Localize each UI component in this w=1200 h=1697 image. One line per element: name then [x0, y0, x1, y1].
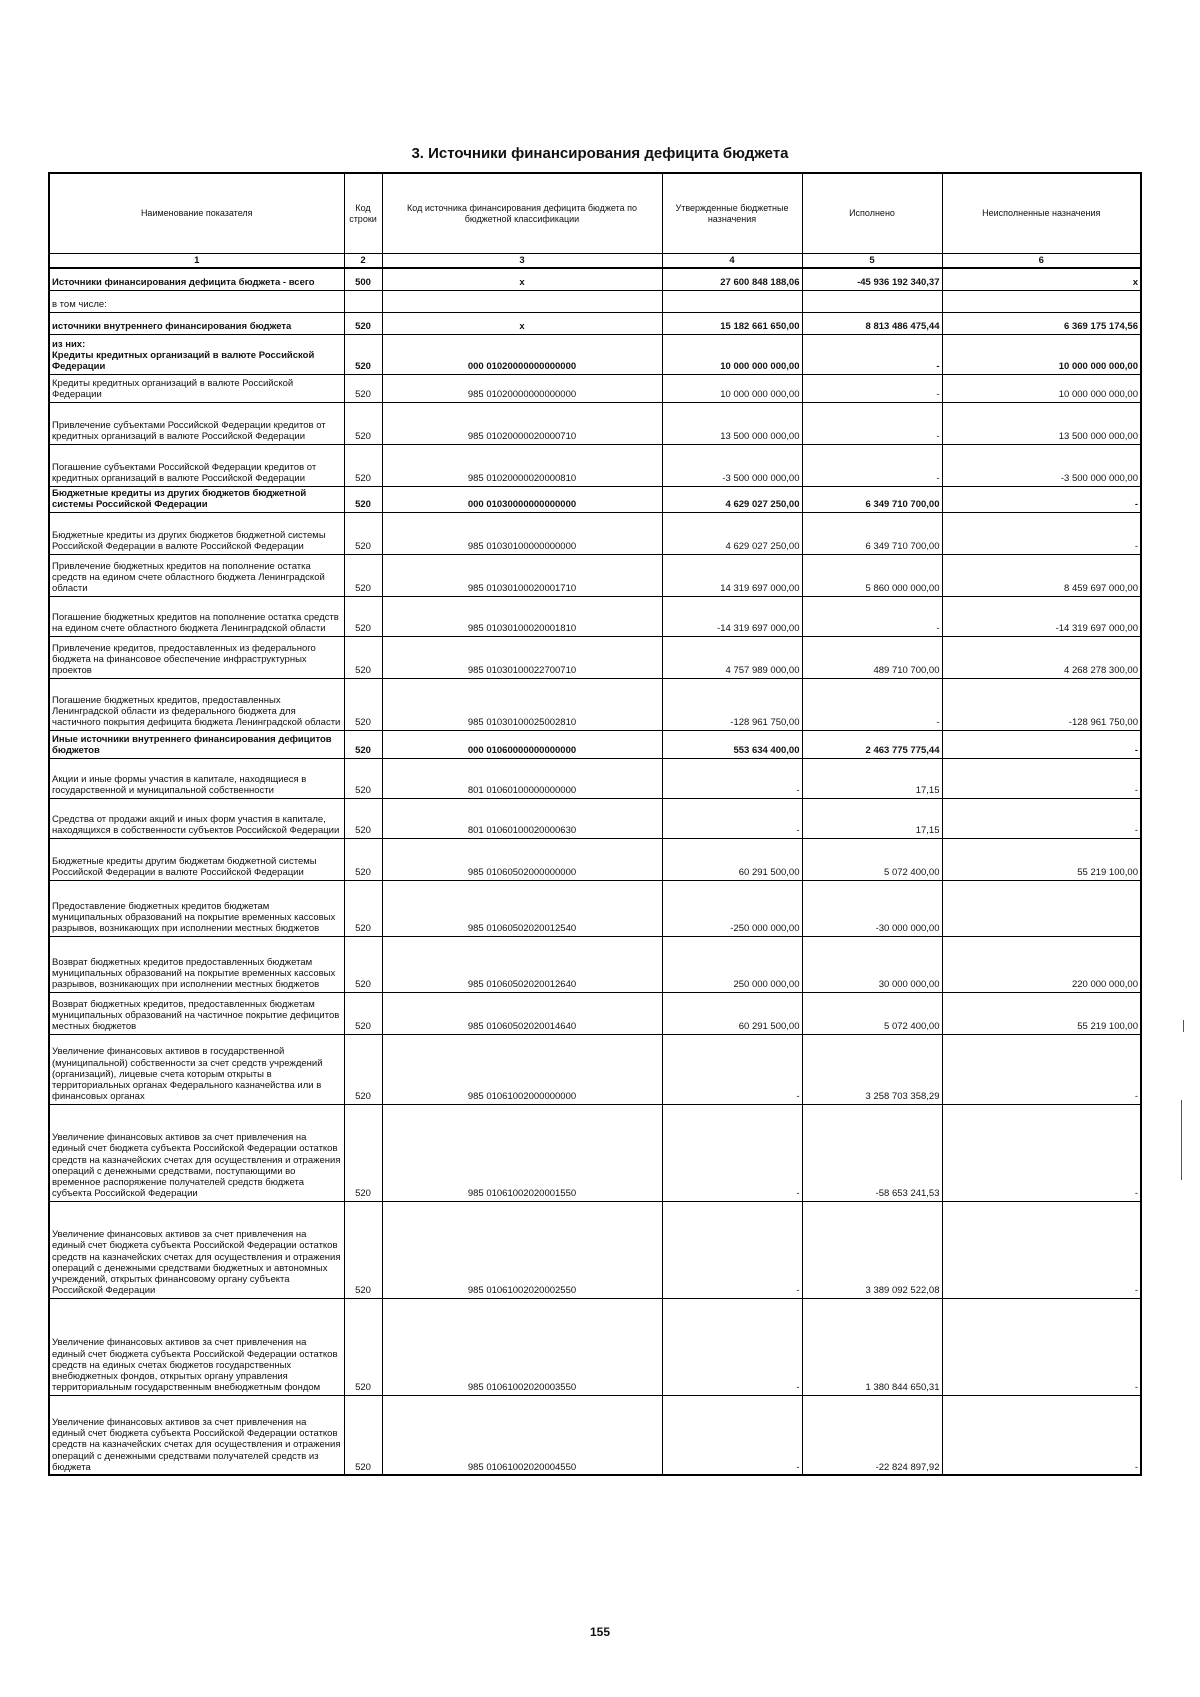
row-name: Бюджетные кредиты из других бюджетов бюджетной системы Российской Федерации в валюте Российской Федерации — [49, 512, 344, 554]
row-name: Иные источники внутреннего финансирования дефицитов бюджетов — [49, 730, 344, 758]
row-approved: 10 000 000 000,00 — [662, 374, 802, 402]
table-row — [49, 1395, 1141, 1475]
table-body — [49, 268, 1141, 1475]
row-unexecuted: -14 319 697 000,00 — [942, 596, 1141, 636]
row-approved: 4 757 989 000,00 — [662, 636, 802, 678]
row-line-code: 520 — [344, 798, 382, 838]
table-row — [49, 1201, 1141, 1298]
row-approved: 10 000 000 000,00 — [662, 334, 802, 374]
row-line-code: 520 — [344, 936, 382, 992]
row-line-code: 500 — [344, 268, 382, 290]
row-unexecuted: - — [942, 758, 1141, 798]
row-source-code: 985 01030100025002810 — [382, 678, 662, 730]
table-row — [49, 554, 1141, 596]
row-approved: 250 000 000,00 — [662, 936, 802, 992]
row-source-code: 985 01061002020004550 — [382, 1395, 662, 1475]
financing-sources-table — [48, 172, 1142, 1476]
row-name: в том числе: — [49, 290, 344, 312]
row-approved: - — [662, 798, 802, 838]
row-unexecuted — [942, 880, 1141, 936]
table-row — [49, 1298, 1141, 1395]
row-unexecuted: 13 500 000 000,00 — [942, 402, 1141, 444]
row-approved: -250 000 000,00 — [662, 880, 802, 936]
row-name: Возврат бюджетных кредитов, предоставленных бюджетам муниципальных образований на частичное покрытие дефицитов местных бюджетов — [49, 992, 344, 1034]
header-approved: Утвержденные бюджетные назначения — [662, 173, 802, 254]
row-executed: 17,15 — [802, 798, 942, 838]
row-executed: 489 710 700,00 — [802, 636, 942, 678]
row-approved: -3 500 000 000,00 — [662, 444, 802, 486]
row-source-code: x — [382, 268, 662, 290]
row-unexecuted: 220 000 000,00 — [942, 936, 1141, 992]
table-row — [49, 268, 1141, 290]
row-unexecuted: 55 219 100,00 — [942, 992, 1141, 1034]
header-line-code: Код строки — [344, 173, 382, 254]
row-executed: - — [802, 374, 942, 402]
row-name: Привлечение бюджетных кредитов на пополнение остатка средств на едином счете областного бюджета Ленинградской области — [49, 554, 344, 596]
table-row — [49, 596, 1141, 636]
row-name: Акции и иные формы участия в капитале, находящиеся в государственной и муниципальной собственности — [49, 758, 344, 798]
row-executed: 5 072 400,00 — [802, 838, 942, 880]
row-source-code: 985 01020000020000810 — [382, 444, 662, 486]
row-unexecuted: - — [942, 1034, 1141, 1104]
header-unexecuted: Неисполненные назначения — [942, 173, 1141, 254]
row-approved: 60 291 500,00 — [662, 992, 802, 1034]
row-line-code: 520 — [344, 312, 382, 334]
row-line-code: 520 — [344, 1298, 382, 1395]
table-row — [49, 402, 1141, 444]
row-approved: 60 291 500,00 — [662, 838, 802, 880]
row-unexecuted: 6 369 175 174,56 — [942, 312, 1141, 334]
row-line-code: 520 — [344, 678, 382, 730]
row-line-code: 520 — [344, 374, 382, 402]
row-name: Погашение субъектами Российской Федерации кредитов от кредитных организаций в валюте Российской Федерации — [49, 444, 344, 486]
table-row — [49, 758, 1141, 798]
row-unexecuted: 4 268 278 300,00 — [942, 636, 1141, 678]
row-name: Увеличение финансовых активов за счет привлечения на единый счет бюджета субъекта Российской Федерации остатков средств на казначейских счетах для осуществления и отражения операций с денежными средствами бюджетных и автономных учреждений, открытых финансовому органу субъекта Российской Федерации — [49, 1201, 344, 1298]
row-name: Средства от продажи акций и иных форм участия в капитале, находящихся в собственности субъектов Российской Федерации — [49, 798, 344, 838]
row-line-code — [344, 290, 382, 312]
row-line-code: 520 — [344, 554, 382, 596]
row-executed: 8 813 486 475,44 — [802, 312, 942, 334]
row-approved: -14 319 697 000,00 — [662, 596, 802, 636]
row-unexecuted: 8 459 697 000,00 — [942, 554, 1141, 596]
row-line-code: 520 — [344, 880, 382, 936]
row-executed: -30 000 000,00 — [802, 880, 942, 936]
row-approved: 4 629 027 250,00 — [662, 486, 802, 512]
column-number: 5 — [802, 254, 942, 269]
table-row — [49, 1104, 1141, 1201]
row-line-code: 520 — [344, 512, 382, 554]
row-unexecuted: - — [942, 1395, 1141, 1475]
row-source-code: 985 01061002020003550 — [382, 1298, 662, 1395]
row-line-code: 520 — [344, 334, 382, 374]
row-executed: 2 463 775 775,44 — [802, 730, 942, 758]
row-approved: - — [662, 758, 802, 798]
row-approved: 4 629 027 250,00 — [662, 512, 802, 554]
row-unexecuted: - — [942, 512, 1141, 554]
row-unexecuted: - — [942, 1298, 1141, 1395]
table-row — [49, 1034, 1141, 1104]
row-name: Бюджетные кредиты другим бюджетам бюджетной системы Российской Федерации в валюте Российской Федерации — [49, 838, 344, 880]
row-approved: 553 634 400,00 — [662, 730, 802, 758]
row-unexecuted: - — [942, 730, 1141, 758]
table-row — [49, 838, 1141, 880]
table-row — [49, 444, 1141, 486]
row-executed: - — [802, 334, 942, 374]
row-executed: - — [802, 678, 942, 730]
page-number: 155 — [589, 1625, 611, 1639]
table-row — [49, 636, 1141, 678]
row-name: Увеличение финансовых активов за счет привлечения на единый счет бюджета субъекта Российской Федерации остатков средств на единых счетах бюджетов государственных внебюджетных фондов, открытых органу управления территориальным государственным внебюджетным фондом — [49, 1298, 344, 1395]
table-row — [49, 880, 1141, 936]
row-source-code: 000 01020000000000000 — [382, 334, 662, 374]
row-line-code: 520 — [344, 636, 382, 678]
row-source-code: 985 01030100000000000 — [382, 512, 662, 554]
row-line-code: 520 — [344, 838, 382, 880]
row-name: источники внутреннего финансирования бюджета — [49, 312, 344, 334]
row-source-code: 000 01030000000000000 — [382, 486, 662, 512]
scan-margin-mark — [1181, 1100, 1182, 1180]
row-executed: 3 389 092 522,08 — [802, 1201, 942, 1298]
row-source-code: 985 01060502020014640 — [382, 992, 662, 1034]
row-source-code: 801 01060100000000000 — [382, 758, 662, 798]
row-name: Возврат бюджетных кредитов предоставленных бюджетам муниципальных образований на покрытие временных кассовых разрывов, возникающих при исполнении местных бюджетов — [49, 936, 344, 992]
row-line-code: 520 — [344, 730, 382, 758]
row-executed: - — [802, 596, 942, 636]
row-source-code: 985 01061002020002550 — [382, 1201, 662, 1298]
row-source-code: 985 01060502000000000 — [382, 838, 662, 880]
row-source-code: 985 01020000000000000 — [382, 374, 662, 402]
row-name: Источники финансирования дефицита бюджета - всего — [49, 268, 344, 290]
row-executed: -58 653 241,53 — [802, 1104, 942, 1201]
row-source-code: 801 01060100020000630 — [382, 798, 662, 838]
row-approved: - — [662, 1104, 802, 1201]
column-number: 1 — [49, 254, 344, 269]
table-row — [49, 374, 1141, 402]
row-executed: 1 380 844 650,31 — [802, 1298, 942, 1395]
row-name: Бюджетные кредиты из других бюджетов бюджетной системы Российской Федерации — [49, 486, 344, 512]
row-name: Увеличение финансовых активов в государственной (муниципальной) собственности за счет средств учреждений (организаций), лицевые счета которым открыты в территориальных органах Федерального казначейства или в финансовых органах — [49, 1034, 344, 1104]
row-approved: 13 500 000 000,00 — [662, 402, 802, 444]
row-source-code — [382, 290, 662, 312]
table-row — [49, 312, 1141, 334]
row-source-code: 985 01030100020001810 — [382, 596, 662, 636]
header-indicator-name: Наименование показателя — [49, 173, 344, 254]
row-executed: 5 072 400,00 — [802, 992, 942, 1034]
row-approved — [662, 290, 802, 312]
row-source-code: 985 01061002000000000 — [382, 1034, 662, 1104]
row-line-code: 520 — [344, 992, 382, 1034]
row-name: Предоставление бюджетных кредитов бюджетам муниципальных образований на покрытие временных кассовых разрывов, возникающих при исполнении местных бюджетов — [49, 880, 344, 936]
header-source-code: Код источника финансирования дефицита бюджета по бюджетной классификации — [382, 173, 662, 254]
table-row — [49, 992, 1141, 1034]
column-number: 4 — [662, 254, 802, 269]
row-name: Погашение бюджетных кредитов, предоставленных Ленинградской области из федерального бюджета для частичного покрытия дефицита бюджета Ленинградской области — [49, 678, 344, 730]
row-approved: 14 319 697 000,00 — [662, 554, 802, 596]
row-unexecuted: 10 000 000 000,00 — [942, 374, 1141, 402]
row-approved: 15 182 661 650,00 — [662, 312, 802, 334]
table-row — [49, 936, 1141, 992]
row-name: из них: Кредиты кредитных организаций в валюте Российской Федерации — [49, 334, 344, 374]
row-approved: - — [662, 1395, 802, 1475]
row-source-code: 985 01020000020000710 — [382, 402, 662, 444]
row-source-code: 985 01060502020012640 — [382, 936, 662, 992]
row-executed: 6 349 710 700,00 — [802, 512, 942, 554]
row-executed: 17,15 — [802, 758, 942, 798]
row-executed: - — [802, 444, 942, 486]
row-approved: - — [662, 1298, 802, 1395]
row-executed — [802, 290, 942, 312]
table-header — [49, 173, 1141, 268]
row-executed: -22 824 897,92 — [802, 1395, 942, 1475]
page-title: 3. Источники финансирования дефицита бюджета — [411, 145, 789, 162]
row-approved: 27 600 848 188,06 — [662, 268, 802, 290]
row-unexecuted: - — [942, 798, 1141, 838]
header-executed: Исполнено — [802, 173, 942, 254]
table-row — [49, 334, 1141, 374]
row-executed: - — [802, 402, 942, 444]
row-unexecuted: - — [942, 1201, 1141, 1298]
row-name: Привлечение субъектами Российской Федерации кредитов от кредитных организаций в валюте Российской Федерации — [49, 402, 344, 444]
row-approved: - — [662, 1034, 802, 1104]
row-line-code: 520 — [344, 1034, 382, 1104]
table-row — [49, 730, 1141, 758]
row-source-code: 000 01060000000000000 — [382, 730, 662, 758]
row-approved: - — [662, 1201, 802, 1298]
row-line-code: 520 — [344, 402, 382, 444]
row-unexecuted: 55 219 100,00 — [942, 838, 1141, 880]
table-row — [49, 290, 1141, 312]
row-unexecuted: -128 961 750,00 — [942, 678, 1141, 730]
row-executed: 3 258 703 358,29 — [802, 1034, 942, 1104]
table-row — [49, 486, 1141, 512]
row-unexecuted: 10 000 000 000,00 — [942, 334, 1141, 374]
row-source-code: x — [382, 312, 662, 334]
row-line-code: 520 — [344, 1395, 382, 1475]
row-line-code: 520 — [344, 444, 382, 486]
row-executed: 5 860 000 000,00 — [802, 554, 942, 596]
row-source-code: 985 01060502020012540 — [382, 880, 662, 936]
row-name: Увеличение финансовых активов за счет привлечения на единый счет бюджета субъекта Российской Федерации остатков средств на казначейских счетах для осуществления и отражения операций с денежными средствами, поступающими во временное распоряжение получателей средств бюджета субъекта Российской Федерации — [49, 1104, 344, 1201]
row-line-code: 520 — [344, 1201, 382, 1298]
row-source-code: 985 01061002020001550 — [382, 1104, 662, 1201]
scan-margin-mark — [1183, 1020, 1184, 1032]
row-line-code: 520 — [344, 486, 382, 512]
row-source-code: 985 01030100022700710 — [382, 636, 662, 678]
column-number: 2 — [344, 254, 382, 269]
row-executed: 30 000 000,00 — [802, 936, 942, 992]
row-approved: -128 961 750,00 — [662, 678, 802, 730]
table-row — [49, 678, 1141, 730]
row-unexecuted: -3 500 000 000,00 — [942, 444, 1141, 486]
row-name: Погашение бюджетных кредитов на пополнение остатка средств на едином счете областного бюджета Ленинградской области — [49, 596, 344, 636]
row-name: Привлечение кредитов, предоставленных из федерального бюджета на финансовое обеспечение инфраструктурных проектов — [49, 636, 344, 678]
row-line-code: 520 — [344, 758, 382, 798]
table-row — [49, 512, 1141, 554]
row-unexecuted: - — [942, 1104, 1141, 1201]
row-name: Кредиты кредитных организаций в валюте Российской Федерации — [49, 374, 344, 402]
row-executed: -45 936 192 340,37 — [802, 268, 942, 290]
row-line-code: 520 — [344, 1104, 382, 1201]
row-name: Увеличение финансовых активов за счет привлечения на единый счет бюджета субъекта Российской Федерации остатков средств на казначейских счетах для осуществления и отражения операций с денежными средствами получателей средств из бюджета — [49, 1395, 344, 1475]
column-number: 3 — [382, 254, 662, 269]
column-number: 6 — [942, 254, 1141, 269]
table-row — [49, 798, 1141, 838]
row-line-code: 520 — [344, 596, 382, 636]
row-source-code: 985 01030100020001710 — [382, 554, 662, 596]
row-unexecuted — [942, 290, 1141, 312]
row-executed: 6 349 710 700,00 — [802, 486, 942, 512]
financing-sources-table-wrapper — [48, 172, 1140, 1476]
row-unexecuted: x — [942, 268, 1141, 290]
row-unexecuted: - — [942, 486, 1141, 512]
